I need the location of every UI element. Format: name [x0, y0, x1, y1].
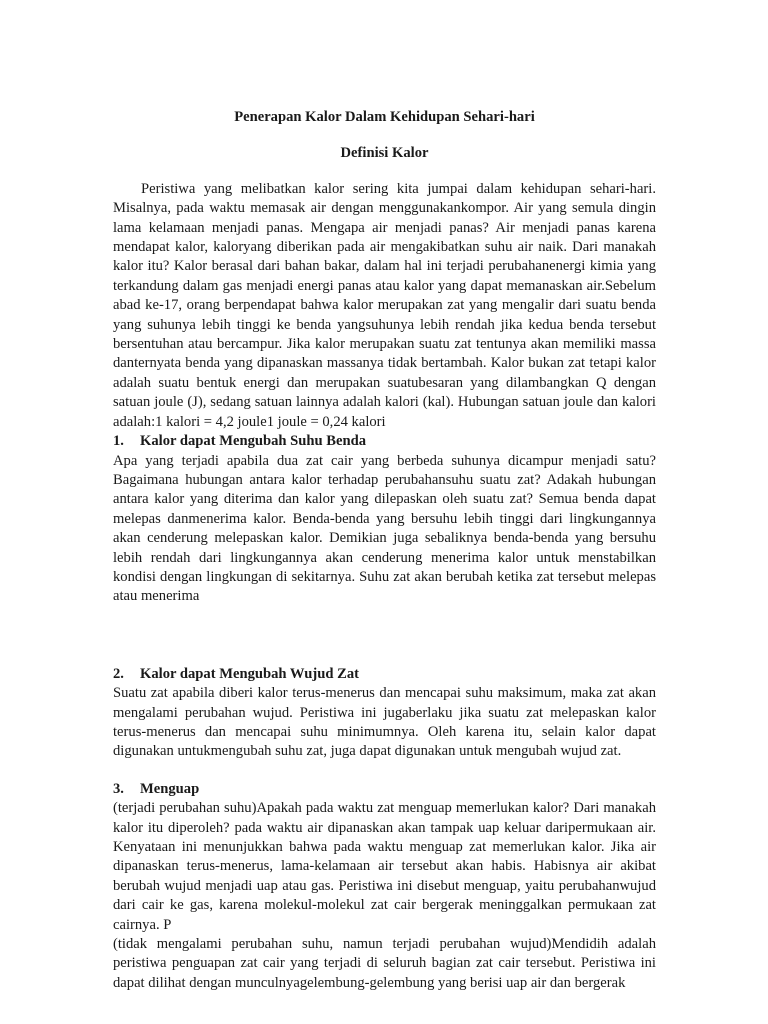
intro-paragraph: Peristiwa yang melibatkan kalor sering kita jumpai dalam kehidupan sehari-hari. Misalnya, pada waktu memasak air dengan menggunakankompor. Air yang semula dingin lama kelamaan menjadi panas. Mengapa air menjadi panas? Air menjadi panas karena mendapat kalor, kaloryang diberikan pada air mengakibatkan suhu air naik. Dari manakah kalor itu? Kalor berasal dari bahan bakar, dalam hal ini terjadi perubahanenergi kimia yang terkandung dalam gas menjadi energi panas atau kalor yang dapat memanaskan air.Sebelum abad ke-17, orang berpendapat bahwa kalor merupakan zat yang mengalir dari suatu benda yang suhunya lebih tinggi ke benda yangsuhunya lebih rendah jika kedua benda tersebut bersentuhan atau bercampur. Jika kalor merupakan suatu zat tentunya akan memiliki massa danternyata benda yang dipanaskan massanya tidak bertambah. Kalor bukan zat tetapi kalor adalah suatu bentuk energi dan merupakan suatubesaran yang dilambangkan Q dengan satuan joule (J), sedang satuan lainnya adalah kalori (kal). Hubungan satuan joule dan kalori adalah:1 kalori = 4,2 joule1 joule = 0,24 kalori	[113, 180, 656, 430]
section-2-heading	[113, 665, 656, 684]
section-2-body: Suatu zat apabila diberi kalor terus-menerus dan mencapai suhu maksimum, maka zat akan mengalami perubahan wujud. Peristiwa ini jugaberlaku jika suatu zat melepaskan kalor terus-menerus dan mencapai suhu minimumnya. Oleh karena itu, selain kalor dapat digunakan untukmengubah suhu zat, juga dapat digunakan untuk mengubah wujud zat.	[113, 685, 656, 760]
section-3-body-continued: (tidak mengalami perubahan suhu, namun terjadi perubahan wujud)Mendidih adalah peristiwa penguapan zat cair yang terjadi di seluruh bagian zat cair tersebut. Peristiwa ini dapat dilihat dengan munculnyagelembung-gelembung yang berisi uap air dan bergerak	[113, 936, 656, 991]
section-3-heading	[113, 780, 656, 799]
section-1-heading	[113, 432, 656, 451]
section-1-body: Apa yang terjadi apabila dua zat cair yang berbeda suhunya dicampur menjadi satu? Bagaimana hubungan antara kalor terhadap perubahansuhu suatu zat? Adakah hubungan antara kalor yang diterima dan kalor yang dilepaskan oleh suatu zat? Semua benda dapat melepas danmenerima kalor. Benda-benda yang bersuhu lebih tinggi dari lingkungannya akan cenderung melepaskan kalor. Demikian juga sebaliknya benda-benda yang bersuhu lebih rendah dari lingkungannya akan cenderung menerima kalor untuk menstabilkan kondisi dengan lingkungan di sekitarnya. Suhu zat akan berubah ketika zat tersebut melepas atau menerima	[113, 452, 656, 605]
section-1-title: Kalor dapat Mengubah Suhu Benda	[140, 433, 367, 450]
document-subtitle: Definisi Kalor	[340, 145, 429, 162]
section-1-number: 1.	[113, 433, 124, 450]
document-content	[113, 108, 656, 993]
section-3-number: 3.	[113, 780, 124, 797]
document-title: Penerapan Kalor Dalam Kehidupan Sehari-hari	[234, 109, 535, 125]
section-3-body: (terjadi perubahan suhu)Apakah pada waktu zat menguap memerlukan kalor? Dari manakah kalor itu diperoleh? pada waktu air dipanaskan akan tampak uap keluar daripermukaan air. Kenyataan ini menunjukkan bahwa pada waktu menguap zat memerlukan kalor. Jika air dipanaskan terus-menerus, lama-kelamaan air tersebut akan habis. Habisnya air akibat berubah wujud menjadi uap atau gas. Peristiwa ini disebut menguap, yaitu perubahanwujud dari cair ke gas, karena molekul-molekul zat cair bergerak meninggalkan permukaan zat cairnya. P	[113, 800, 656, 933]
section-2-number: 2.	[113, 665, 124, 682]
section-3-title: Menguap	[140, 780, 200, 797]
section-2-title: Kalor dapat Mengubah Wujud Zat	[140, 665, 359, 682]
